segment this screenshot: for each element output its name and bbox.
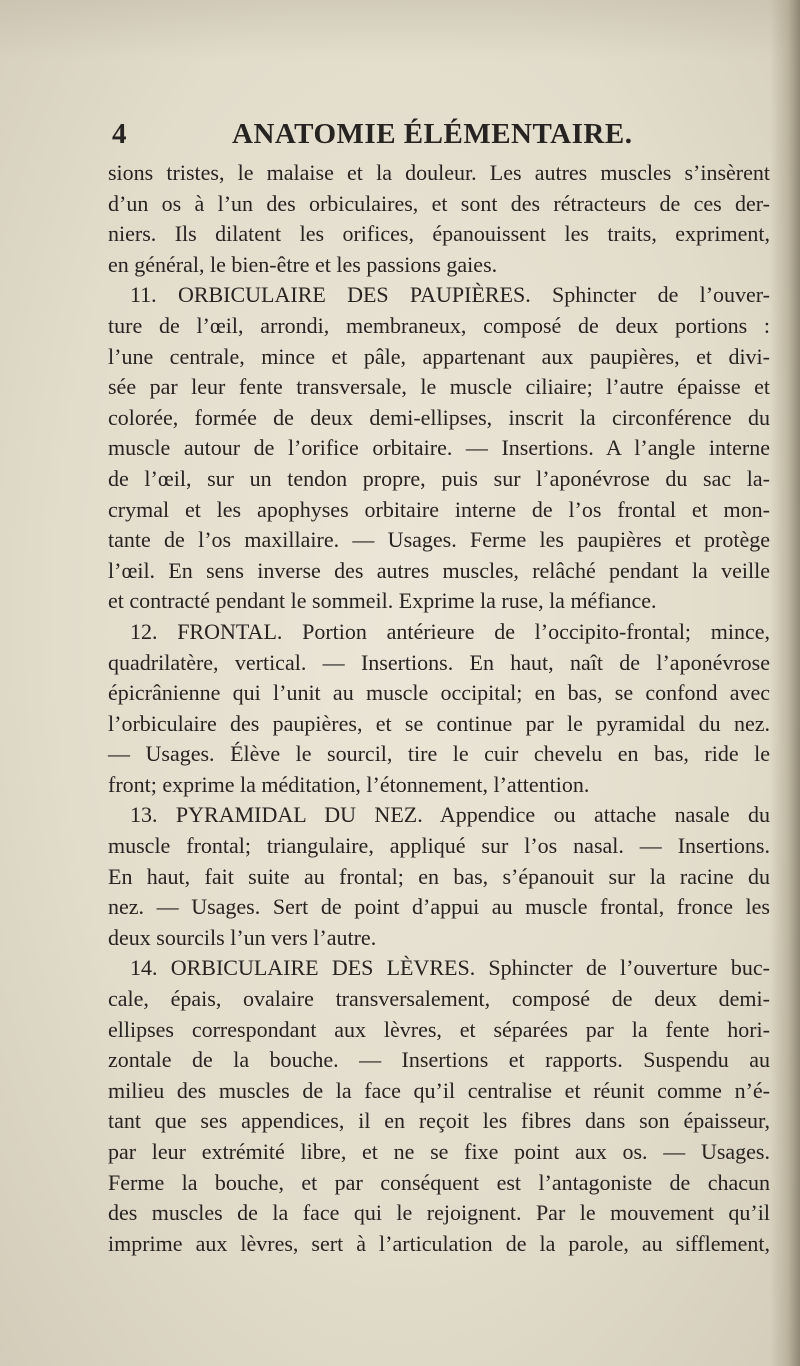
text-line: de l’œil, sur un tendon propre, puis sur l’aponévrose du sac la-: [108, 465, 770, 491]
text-line: crymal et les apophyses orbitaire interne de l’os frontal et mon-: [108, 496, 770, 522]
text-line: zontale de la bouche. — Insertions et rapports. Suspendu au: [108, 1047, 770, 1073]
text-line: ellipses correspondant aux lèvres, et séparées par la fente hori-: [108, 1016, 770, 1042]
text-line: l’orbiculaire des paupières, et se continue par le pyramidal du nez.: [108, 710, 770, 736]
section-heading-line: 14. ORBICULAIRE DES LÈVRES. Sphincter de l’ouverture buc-: [130, 955, 770, 981]
text-line: en général, le bien-être et les passions gaies.: [108, 251, 498, 277]
text-line: sions tristes, le malaise et la douleur. Les autres muscles s’insèrent: [108, 160, 770, 185]
text-line: — Usages. Élève le sourcil, tire le cuir chevelu en bas, ride le: [108, 741, 770, 767]
running-title: ANATOMIE ÉLÉMENTAIRE.: [232, 118, 633, 150]
text-line: des muscles de la face qui le rejoignent. Par le mouvement qu’il: [108, 1200, 770, 1226]
body-text: [108, 158, 770, 1259]
section-heading-line: 12. FRONTAL. Portion antérieure de l’occipito-frontal; mince,: [130, 618, 770, 644]
page-header: [112, 118, 772, 154]
text-line: tant que ses appendices, il en reçoit les fibres dans son épaisseur,: [108, 1108, 770, 1134]
text-line: par leur extrémité libre, et ne se fixe point aux os. — Usages.: [108, 1139, 770, 1164]
text-line: épicrânienne qui l’unit au muscle occipital; en bas, se confond avec: [108, 680, 770, 706]
text-line: tante de l’os maxillaire. — Usages. Ferme les paupières et protège: [108, 527, 770, 553]
page-number: 4: [112, 118, 127, 150]
section-heading-line: 11. ORBICULAIRE DES PAUPIÈRES. Sphincter de l’ouver-: [130, 282, 770, 308]
text-line: muscle frontal; triangulaire, appliqué sur l’os nasal. — Insertions.: [108, 833, 770, 859]
text-line: En haut, fait suite au frontal; en bas, s’épanouit sur la racine du: [108, 863, 770, 889]
section-heading-line: 13. PYRAMIDAL DU NEZ. Appendice ou attache nasale du: [130, 802, 770, 828]
text-line: et contracté pendant le sommeil. Exprime la ruse, la méfiance.: [108, 588, 657, 614]
text-line: ture de l’œil, arrondi, membraneux, composé de deux portions :: [108, 312, 770, 338]
text-line: Ferme la bouche, et par conséquent est l’antagoniste de chacun: [108, 1169, 770, 1195]
text-line: d’un os à l’un des orbiculaires, et sont des rétracteurs de ces der-: [108, 190, 770, 216]
text-line: nez. — Usages. Sert de point d’appui au muscle frontal, fronce les: [108, 894, 770, 920]
text-line: quadrilatère, vertical. — Insertions. En haut, naît de l’aponévrose: [108, 649, 770, 675]
text-line: cale, épais, ovalaire transversalement, composé de deux demi-: [108, 986, 770, 1012]
text-line: sée par leur fente transversale, le muscle ciliaire; l’autre épaisse et: [108, 374, 770, 400]
text-line: imprime aux lèvres, sert à l’articulation de la parole, au sifflement,: [108, 1230, 770, 1256]
text-line: colorée, formée de deux demi-ellipses, inscrit la circonférence du: [108, 404, 770, 430]
text-line: deux sourcils l’un vers l’autre.: [108, 924, 377, 950]
text-line: niers. Ils dilatent les orifices, épanouissent les traits, expriment,: [108, 221, 770, 247]
text-line: milieu des muscles de la face qu’il centralise et réunit comme n’é-: [108, 1077, 770, 1103]
text-line: l’œil. En sens inverse des autres muscles, relâché pendant la veille: [108, 557, 770, 583]
page-right-edge: [770, 0, 800, 1366]
text-line: l’une centrale, mince et pâle, appartenant aux paupières, et divi-: [108, 343, 770, 369]
text-line: front; exprime la méditation, l’étonnement, l’attention.: [108, 771, 590, 797]
text-line: muscle autour de l’orifice orbitaire. — Insertions. A l’angle interne: [108, 435, 770, 461]
page-top-shading: [0, 0, 800, 60]
